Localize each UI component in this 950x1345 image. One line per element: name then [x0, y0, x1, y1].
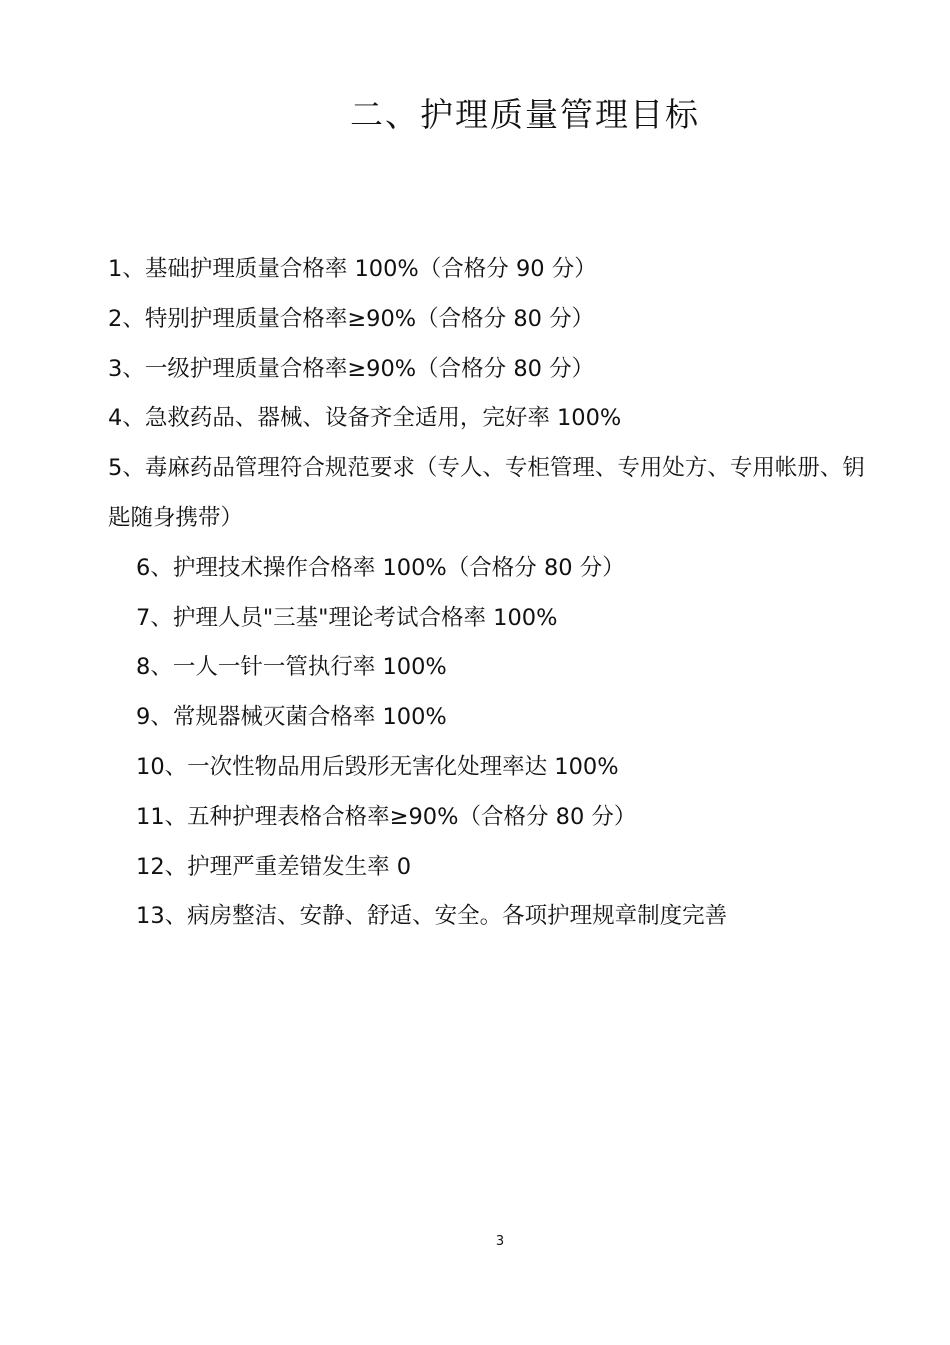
list-item: 4、急救药品、器械、设备齐全适用，完好率 100%: [108, 405, 622, 432]
goal-list: [108, 245, 868, 942]
list-item: 7、护理人员"三基"理论考试合格率 100%: [136, 604, 558, 631]
list-item: 5、毒麻药品管理符合规范要求（专人、专柜管理、专用处方、专用帐册、钥匙随身携带）: [108, 455, 865, 531]
list-item: 2、特别护理质量合格率≥90%（合格分 80 分）: [108, 305, 595, 332]
list-item: 9、常规器械灭菌合格率 100%: [136, 704, 447, 731]
list-item: 10、一次性物品用后毁形无害化处理率达 100%: [136, 753, 619, 780]
list-item: 1、基础护理质量合格率 100%（合格分 90 分）: [108, 256, 597, 282]
list-item: 12、护理严重差错发生率 0: [136, 853, 412, 880]
list-item: 11、五种护理表格合格率≥90%（合格分 80 分）: [136, 803, 637, 830]
page-title: 二、护理质量管理目标: [350, 95, 700, 134]
list-item: 13、病房整洁、安静、舒适、安全。各项护理规章制度完善: [136, 903, 728, 930]
list-item: 3、一级护理质量合格率≥90%（合格分 80 分）: [108, 355, 595, 382]
list-item: 6、护理技术操作合格率 100%（合格分 80 分）: [136, 554, 625, 581]
page-number: 3: [495, 1234, 505, 1249]
list-item: 8、一人一针一管执行率 100%: [136, 654, 447, 681]
